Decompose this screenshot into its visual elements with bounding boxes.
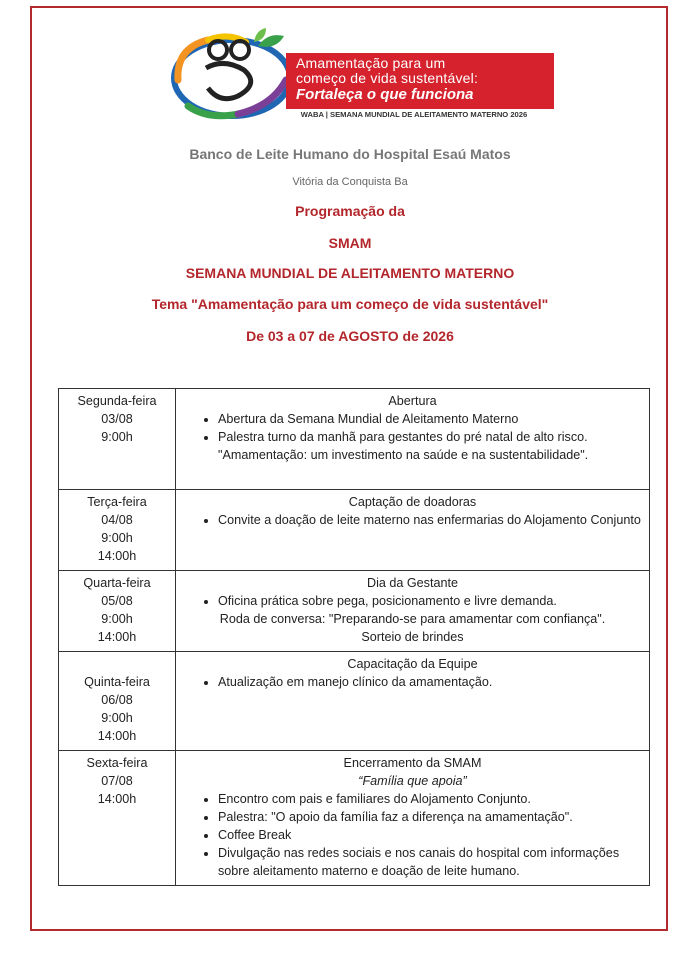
activity-title: Encerramento da SMAM [343,756,482,770]
weekday: Quinta-feira [84,675,150,689]
activity-title: Capacitação da Equipe [347,657,478,671]
program-heading: Programação da [295,203,405,219]
activity-title: Abertura [388,394,437,408]
date: 06/08 [101,693,133,707]
smam-logo [168,28,556,122]
list-item: • Palestra turno da manhã para gestantes do pré natal de alto risco. "Amamentação: um investimento na saúde e na sustentabilidade". [218,428,645,484]
activity-cell [176,751,650,886]
event-dates: De 03 a 07 de AGOSTO de 2026 [246,328,454,344]
list-item: • Abertura da Semana Mundial de Aleitamento Materno [218,410,645,428]
day-cell [59,490,176,571]
activity-note: Roda de conversa: "Preparando-se para amamentar com confiança". [219,612,606,626]
time: 14:00h [97,729,137,743]
activity-list [180,511,645,529]
date: 05/08 [101,594,133,608]
date: 03/08 [101,412,133,426]
day-cell [59,652,176,751]
list-item: • Palestra: "O apoio da família faz a diferença na amamentação". [218,808,645,826]
time: 9:00h [101,430,133,444]
activity-cell [176,389,650,490]
activity-list [180,592,645,610]
activity-subtitle: “Família que apoia” [358,774,467,788]
list-item: • Encontro com pais e familiares do Alojamento Conjunto. [218,790,645,808]
time: 14:00h [97,792,137,806]
list-item: • Divulgação nas redes sociais e nos canais do hospital com informações sobre aleitamento materno e doação de leite humano. [218,844,645,880]
activity-cell [176,490,650,571]
theme-line: Tema "Amamentação para um começo de vida sustentável" [151,296,549,312]
table-row [59,490,650,571]
activity-cell [176,652,650,751]
city-name: Vitória da Conquista Ba [292,176,408,188]
weekday: Sexta-feira [86,756,148,770]
weekday: Terça-feira [87,495,147,509]
logo-line-2: começo de vida sustentável: [296,70,479,86]
day-cell [59,751,176,886]
acronym-heading: SMAM [328,235,372,251]
table-row [59,571,650,652]
family-heart-logo-icon [168,28,296,120]
table-row [59,652,650,751]
time: 9:00h [101,612,133,626]
list-item: • Oficina prática sobre pega, posicionamento e livre demanda. [218,592,645,610]
logo-subtitle: WABA | SEMANA MUNDIAL DE ALEITAMENTO MATERNO 2026 [300,110,528,119]
event-full-name: SEMANA MUNDIAL DE ALEITAMENTO MATERNO [185,265,515,281]
activity-list [180,673,645,691]
day-cell [59,389,176,490]
date: 04/08 [101,513,133,527]
organization-name: Banco de Leite Humano do Hospital Esaú Matos [189,146,511,162]
list-item: • Convite a doação de leite materno nas enfermarias do Alojamento Conjunto [218,511,645,529]
logo-banner [286,53,554,109]
time: 9:00h [101,711,133,725]
weekday: Quarta-feira [83,576,151,590]
time: 9:00h [101,531,133,545]
list-item: • Atualização em manejo clínico da amamentação. [218,673,645,691]
logo-line-3: Fortaleça o que funciona [296,86,474,103]
date: 07/08 [101,774,133,788]
weekday: Segunda-feira [77,394,157,408]
activity-list [180,410,645,484]
time: 14:00h [97,630,137,644]
activity-cell [176,571,650,652]
time: 14:00h [97,549,137,563]
activity-title: Dia da Gestante [366,576,458,590]
activity-note: Sorteio de brindes [361,630,464,644]
list-item: • Coffee Break [218,826,645,844]
schedule-table [58,388,650,886]
table-row [59,389,650,490]
logo-line-1: Amamentação para um [296,55,446,71]
day-cell [59,571,176,652]
table-row [59,751,650,886]
activity-list [180,790,645,880]
activity-title: Captação de doadoras [348,495,477,509]
